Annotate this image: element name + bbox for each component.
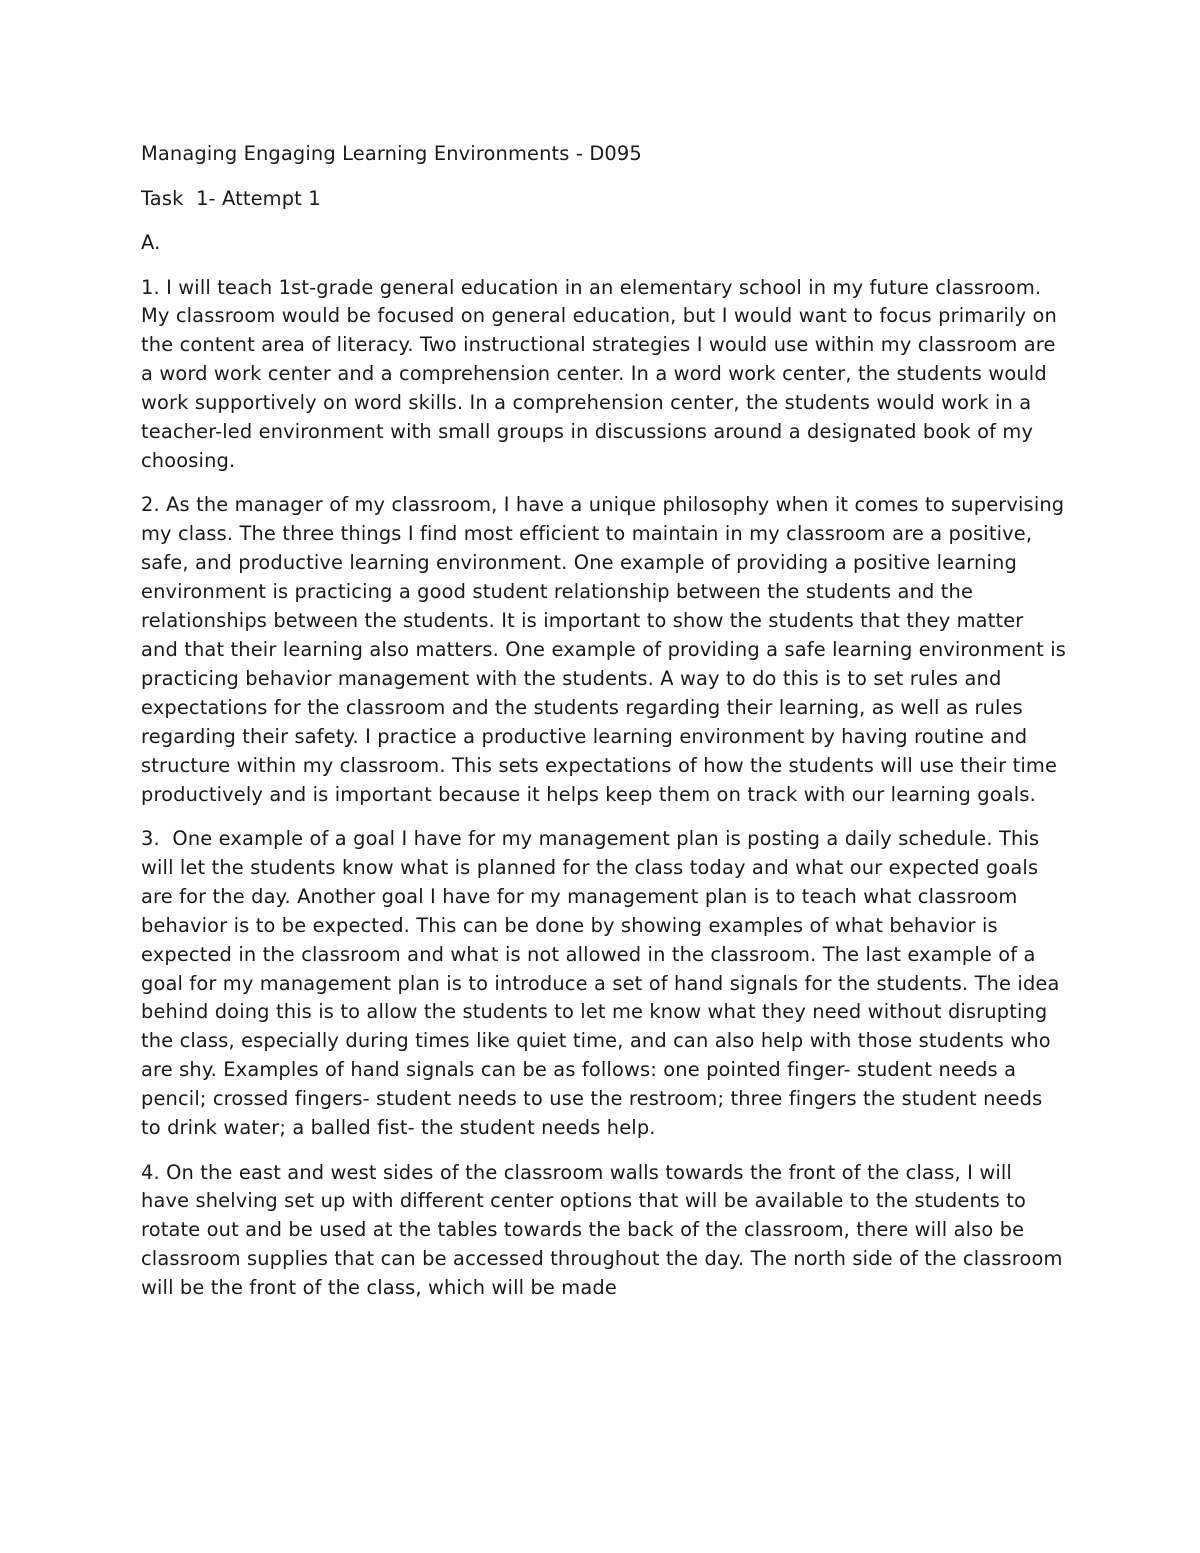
paragraph-1: 1. I will teach 1st-grade general education in an elementary school in my future classroom. My classroom would be focused on general education, but I would want to focus primarily on the content area of literacy. Two instructional strategies I would use within my classroom are a word work center and a comprehension center. In a word work center, the students would work supportively on word skills. In a comprehension center, the students would work in a teacher-led environment with small groups in discussions around a designated book of my choosing. xyxy=(141,275,1057,472)
paragraph-4: 4. On the east and west sides of the classroom walls towards the front of the class, I will have shelving set up with different center options that will be available to the students to rotate out and be used at the tables towards the back of the classroom, there will also be classroom supplies that can be accessed throughout the day. The north side of the classroom will be the front of the class, which will be made xyxy=(141,1160,1063,1300)
document-subtitle: Task 1- Attempt 1 xyxy=(141,186,321,210)
document-body xyxy=(141,140,1066,1319)
paragraph-2: 2. As the manager of my classroom, I have a unique philosophy when it comes to supervising my class. The three things I find most efficient to maintain in my classroom are a positive, safe, and productive learning environment. One example of providing a positive learning environment is practicing a good student relationship between the students and the relationships between the students. It is important to show the students that they matter and that their learning also matters. One example of providing a safe learning environment is practicing behavior management with the students. A way to do this is to set rules and expectations for the classroom and the students regarding their learning, as well as rules regarding their safety. I practice a productive learning environment by having routine and structure within my classroom. This sets expectations of how the students will use their time productively and is important because it helps keep them on track with our learning goals. xyxy=(141,493,1066,806)
section-label: A. xyxy=(141,231,161,254)
paragraph-3: 3. One example of a goal I have for my management plan is posting a daily schedule. This will let the students know what is planned for the class today and what our expected goals are for the day. Another goal I have for my management plan is to teach what classroom behavior is to be expected. This can be done by showing examples of what behavior is expected in the classroom and what is not allowed in the classroom. The last example of a goal for my management plan is to introduce a set of hand signals for the students. The idea behind doing this is to allow the students to let me know what they need without disrupting the class, especially during times like quiet time, and can also help with those students who are shy. Examples of hand signals can be as follows: one pointed finger- student needs a pencil; crossed fingers- student needs to use the restroom; three fingers the student needs to drink water; a balled fist- the student needs help. xyxy=(141,827,1066,1140)
document-title: Managing Engaging Learning Environments - D095 xyxy=(141,142,642,165)
